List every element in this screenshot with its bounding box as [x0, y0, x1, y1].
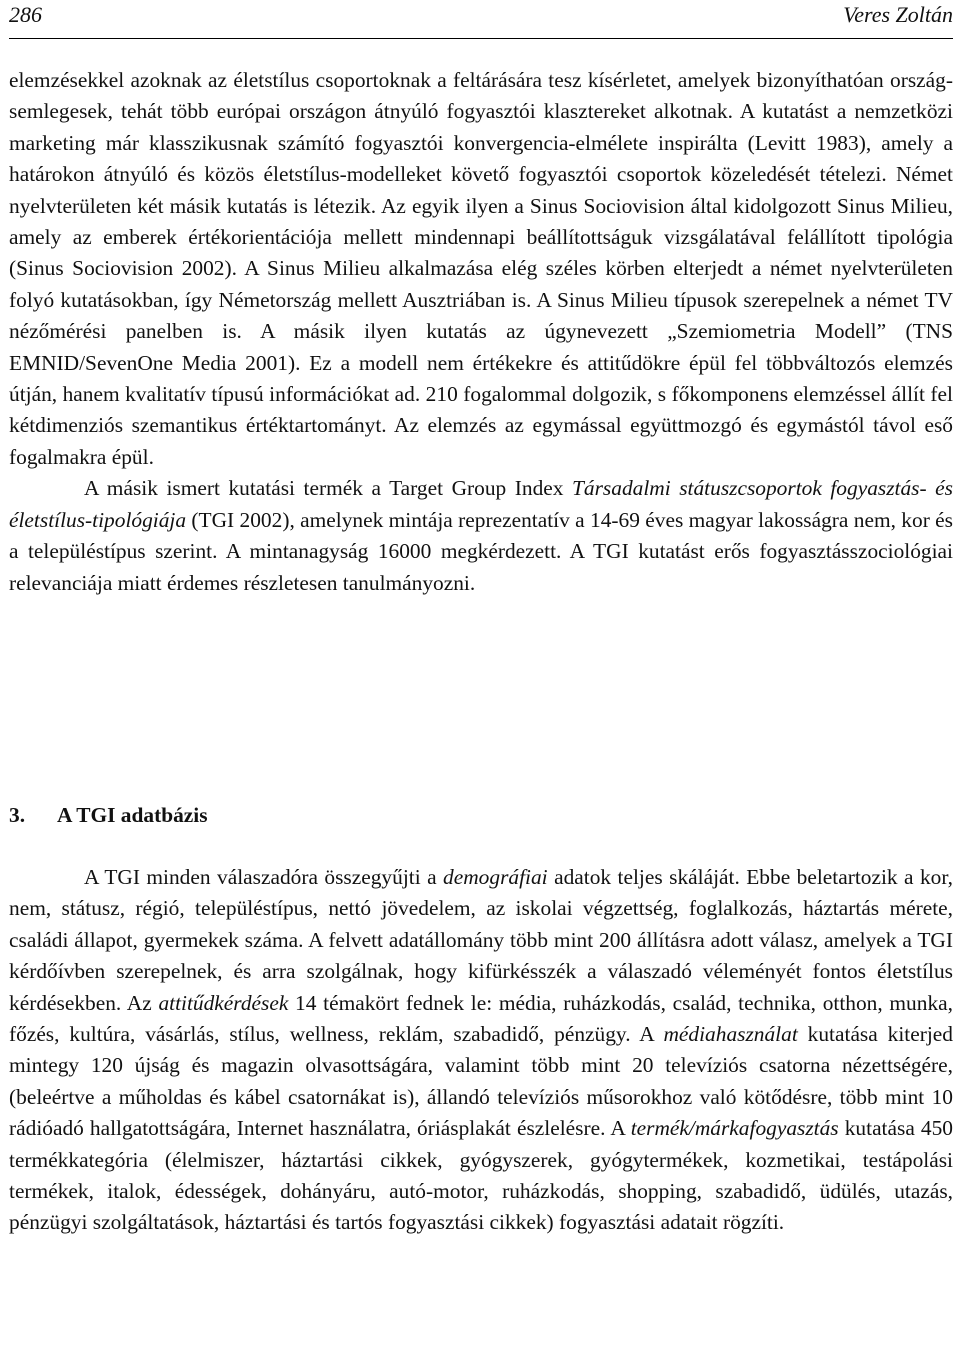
section-body: [9, 862, 953, 1239]
paragraph-2: [9, 473, 953, 599]
p3-text-5: kutatása 450 termékkategória (élelmiszer, háztartási cikkek, gyógyszerek, gyógytermékek, kozmetikai, testápolási termékek, italok, édességek, dohányáru, autó-motor, ruházkodás, shopping, szabadidő, üdülés, utazás, pénzügyi szolgáltatások, háztartási és tartós fogyasztási cikkek) fogyasztási adatait rögzíti.: [9, 1116, 953, 1235]
p3-italic-1: demográfiai: [443, 865, 548, 889]
p3-text-3: 14 témakört fednek le: média, ruházkodás, család, technika, otthon, munka, főzés, kultúra, vásárlás, stílus, wellness, reklám, szabadidő, pénzügy. A: [9, 990, 953, 1047]
paragraph-2-title: Társadalmi státuszcsoportok fogyasztás- és életstílus-tipológiája: [9, 476, 953, 532]
page-number: 286: [9, 2, 42, 27]
p3-text-2: adatok teljes skáláját. Ebbe beletartozik a kor, nem, státusz, régió, településtípus, nettó jövedelem, az iskolai végzettség, foglalkozás, háztartás mérete, családi állapot, gyermekek száma. A felvett adatállomány több mint 200 állításra adott válasz, amelyek a TGI kérdőívben szerepelnek, és arra szolgálnak, hogy kifürkésszék a válaszadó véleményét fontos életstílus kérdésekben. Az: [9, 865, 953, 1015]
paragraph-2-text-a: A másik ismert kutatási termék a Target Group Index: [84, 476, 573, 501]
section-heading: [9, 800, 208, 831]
running-head: Veres Zoltán: [843, 2, 953, 27]
body-text: [9, 65, 953, 599]
section-number: 3.: [9, 803, 26, 827]
page-header: [9, 0, 953, 39]
paragraph-1: elemzésekkel azoknak az életstílus csoportoknak a feltárására tesz kísérletet, amelyek bizonyíthatóan ország-semlegesek, tehát több európai országon átnyúló fogyasztói klasztereket alkotnak. A kutatást a nemzetközi marketing már klasszikusnak számító fogyasztói konvergencia-elmélete inspirálta (Levitt 1983), amely a határokon átnyúló és közös életstílus-modelleket követő fogyasztói csoportok közeledését tételezi. Német nyelvterületen két másik kutatás is létezik. Az egyik ilyen a Sinus Sociovision által kidolgozott Sinus Milieu, amely az emberek értékorientációja mellett mindennapi beállítottságuk vizsgálatával felállított tipológia (Sinus Sociovision 2002). A Sinus Milieu alkalmazása elég széles körben elterjedt a német nyelvterületen folyó kutatásokban, így Németország mellett Ausztriában is. A Sinus Milieu típusok szerepelnek a német TV nézőmérési panelben is. A másik ilyen kutatás az úgynevezett „Szemiometria Modell” (TNS EMNID/SevenOne Media 2001). Ez a modell nem értékekre és attitűdökre épül fel többváltozós elemzés útján, hanem kvalitatív típusú információkat ad. 210 fogalommal dolgozik, s főkomponens elemzéssel állít fel kétdimenziós szemantikus értéktartományt. Az elemzés az egymással együttmozgó és egymástól távol eső fogalmakra épül.: [9, 68, 953, 469]
p3-text-1: A TGI minden válaszadóra összegyűjti a: [84, 865, 444, 889]
paragraph-3: [9, 862, 953, 1239]
paragraph-2-text-b: (TGI 2002), amelynek mintája reprezentatív a 14-69 éves magyar lakosságra nem, kor és a településtípus szerint. A mintanagyság 16000 megkérdezett. A TGI kutatást erős fogyasztásszociológiai relevanciája miatt érdemes részletesen tanulmányozni.: [9, 507, 953, 595]
p3-italic-3: médiahasználat: [663, 1022, 798, 1047]
section-title: A TGI adatbázis: [57, 803, 208, 827]
p3-text-4: kutatása kiterjed mintegy 120 újság és magazin olvasottságára, valamint több mint 20 televíziós csatorna nézettségére, (beleértve a műholdas és kábel csatornákat is), állandó televíziós műsorokhoz való kötődésre, több mint 10 rádióadó hallgatottságára, Internet használatra, óriásplakát észlelésre. A: [9, 1022, 953, 1141]
p3-italic-2: attitűdkérdések: [158, 990, 289, 1015]
p3-italic-4: termék/márkafogyasztás: [630, 1116, 839, 1141]
